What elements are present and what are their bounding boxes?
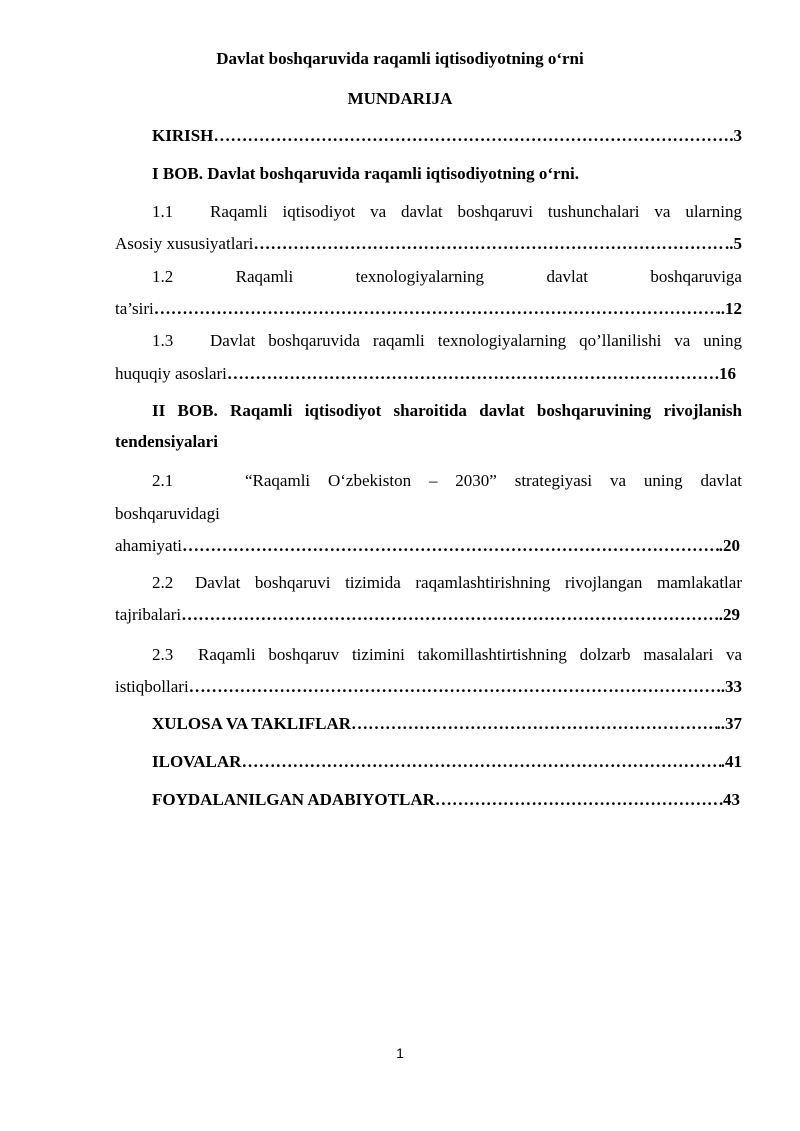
toc-entry-1-3-line1: [115, 331, 742, 351]
section-word: davlat: [546, 267, 588, 286]
page-number: 1: [396, 1045, 404, 1061]
section-title-cont: huquqiy asoslari: [115, 364, 227, 383]
section-word: boshqaruviga: [650, 267, 742, 286]
toc-page-number: .29: [718, 605, 740, 624]
toc-entry-2-1-line3: [115, 536, 740, 556]
toc-page-number: ..33: [716, 677, 742, 696]
section-title: Raqamli boshqaruv tizimini takomillashtirtishning dolzarb masalalari va: [198, 645, 742, 664]
toc-page-number: 43: [723, 790, 740, 809]
toc-page-number: .16: [714, 364, 736, 383]
toc-label: ILOVALAR: [152, 752, 242, 771]
toc-label: KIRISH: [152, 126, 214, 145]
toc-page-number: .41: [720, 752, 742, 771]
toc-entry-adabiyotlar: [115, 790, 740, 810]
section-title-cont: ta’siri: [115, 299, 154, 318]
toc-page-number: .3: [729, 126, 742, 145]
toc-page-number: ..12: [716, 299, 742, 318]
toc-entry-2-1-line1: [115, 471, 742, 491]
document-title: Davlat boshqaruvida raqamli iqtisodiyotning o‘rni: [216, 49, 584, 68]
section-title: Davlat boshqaruvida raqamli texnologiyalarning qo’llanilishi va uning: [210, 331, 742, 350]
leader-dots: [182, 536, 719, 556]
toc-page-number: ..5: [725, 234, 742, 253]
toc-page-number: .20: [718, 536, 740, 555]
section-word: Raqamli: [235, 267, 294, 286]
leader-dots: [253, 234, 725, 254]
leader-dots: [227, 364, 715, 384]
toc-label: FOYDALANILGAN ADABIYOTLAR: [152, 790, 435, 809]
section-title-cont: tajribalari: [115, 605, 182, 624]
section-number: 1.1: [152, 202, 174, 221]
toc-entry-1-3-line2: [115, 364, 736, 384]
section-number: 1.3: [152, 331, 174, 350]
section-title-cont: istiqbollari: [115, 677, 189, 696]
toc-chapter-1: I BOB. Davlat boshqaruvida raqamli iqtisodiyotning o‘rni.: [152, 164, 579, 183]
toc-entry-1-1-line2: [115, 234, 742, 254]
toc-entry-1-2-line2: [115, 299, 742, 319]
toc-entry-xulosa: [115, 714, 742, 734]
section-title-cont: ahamiyati: [115, 536, 183, 555]
leader-dots: [154, 299, 717, 319]
leader-dots: [435, 790, 723, 810]
toc-entry-kirish: [115, 126, 742, 146]
toc-entry-1-2-line1: [115, 267, 742, 287]
section-title-cont: Asosiy xususiyatlari: [115, 234, 254, 253]
toc-entry-1-1-line1: [115, 202, 742, 222]
leader-dots: [351, 714, 716, 734]
section-word: texnologiyalarning: [355, 267, 485, 286]
toc-page-number: ..37: [716, 714, 742, 733]
toc-entry-2-2-line2: [115, 605, 740, 625]
leader-dots: [213, 126, 729, 146]
leader-dots: [181, 605, 719, 625]
leader-dots: [189, 677, 717, 697]
section-number: 2.3: [152, 645, 174, 664]
section-title: “Raqamli O‘zbekiston – 2030” strategiyasi va uning davlat: [245, 471, 742, 490]
toc-label: XULOSA VA TAKLIFLAR: [152, 714, 352, 733]
toc-chapter-2-line2: tendensiyalari: [115, 432, 218, 451]
toc-entry-2-1-line2: boshqaruvidagi: [115, 504, 220, 523]
toc-heading: MUNDARIJA: [347, 89, 453, 108]
section-title: Davlat boshqaruvi tizimida raqamlashtirishning rivojlangan mamlakatlar: [195, 573, 742, 592]
section-number: 2.2: [152, 573, 174, 592]
section-number: 2.1: [152, 471, 174, 490]
section-title: Raqamli iqtisodiyot va davlat boshqaruvi tushunchalari va ularning: [210, 202, 742, 221]
toc-entry-2-3-line1: [115, 645, 742, 665]
toc-entry-ilovalar: [115, 752, 742, 772]
toc-chapter-2-line1: II BOB. Raqamli iqtisodiyot sharoitida davlat boshqaruvining rivojlanish: [152, 401, 742, 420]
leader-dots: [241, 752, 720, 772]
toc-entry-2-3-line2: [115, 677, 742, 697]
toc-entry-2-2-line1: [115, 573, 742, 593]
section-number: 1.2: [152, 267, 174, 286]
